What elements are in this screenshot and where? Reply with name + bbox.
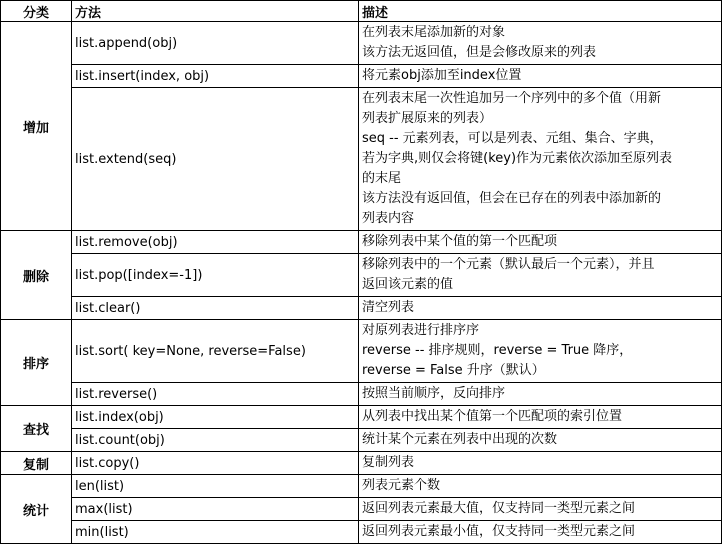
table-row (1, 65, 722, 88)
description-cell (359, 452, 722, 475)
method-cell: list.extend(seq) (72, 88, 359, 231)
header-category: 分类 (1, 1, 72, 22)
header-method: 方法 (72, 1, 359, 22)
description-line: 统计某个元素在列表中出现的次数 (362, 432, 558, 447)
method-cell: min(list) (72, 521, 359, 544)
description-cell (359, 498, 722, 521)
description-cell (359, 383, 722, 406)
method-cell: list.insert(index, obj) (72, 65, 359, 88)
description-cell (359, 22, 722, 65)
table-row (1, 22, 722, 65)
description-line: seq -- 元素列表，可以是列表、元组、集合、字典， (362, 131, 663, 146)
table-row (1, 383, 722, 406)
description-line: reverse = False 升序（默认） (362, 363, 545, 378)
category-sort: 排序 (1, 320, 72, 406)
method-cell: list.count(obj) (72, 429, 359, 452)
table-row (1, 475, 722, 498)
header-description: 描述 (359, 1, 722, 22)
description-line: 清空列表 (362, 300, 415, 315)
description-line: reverse -- 排序规则，reverse = True 降序， (362, 343, 633, 358)
method-cell: list.copy() (72, 452, 359, 475)
method-cell: list.clear() (72, 297, 359, 320)
method-cell: list.append(obj) (72, 22, 359, 65)
table-row (1, 429, 722, 452)
description-line: 的末尾 (362, 171, 402, 186)
category-delete: 删除 (1, 231, 72, 320)
description-line: 在列表末尾添加新的对象 (362, 25, 506, 40)
description-line: 按照当前顺序，反向排序 (362, 386, 506, 401)
category-find: 查找 (1, 406, 72, 452)
description-line: 移除列表中某个值的第一个匹配项 (362, 234, 558, 249)
method-cell: list.sort( key=None, reverse=False) (72, 320, 359, 383)
description-line: 返回列表元素最小值，仅支持同一类型元素之间 (362, 524, 636, 539)
method-cell: len(list) (72, 475, 359, 498)
description-line: 在列表末尾一次性追加另一个序列中的多个值（用新 (362, 91, 662, 106)
description-line: 对原列表进行排序序 (362, 323, 480, 338)
header-row (1, 1, 722, 22)
table-row (1, 406, 722, 429)
description-line: 移除列表中的一个元素（默认最后一个元素），并且 (362, 257, 655, 272)
description-cell (359, 521, 722, 544)
table-row (1, 254, 722, 297)
category-add: 增加 (1, 22, 72, 231)
description-line: 列表扩展原来的列表） (362, 111, 493, 126)
description-line: 列表元素个数 (362, 478, 441, 493)
method-cell: list.remove(obj) (72, 231, 359, 254)
table-row (1, 452, 722, 475)
table-row (1, 88, 722, 231)
description-line: 将元素obj添加至index位置 (362, 68, 522, 83)
description-cell (359, 65, 722, 88)
description-cell (359, 475, 722, 498)
table-row (1, 297, 722, 320)
method-cell: list.index(obj) (72, 406, 359, 429)
table-row (1, 320, 722, 383)
description-cell (359, 429, 722, 452)
category-copy: 复制 (1, 452, 72, 475)
description-cell (359, 297, 722, 320)
description-line: 若为字典,则仅会将键(key)作为元素依次添加至原列表 (362, 151, 673, 166)
table-row (1, 231, 722, 254)
description-line: 返回该元素的值 (362, 277, 454, 292)
description-line: 从列表中找出某个值第一个匹配项的索引位置 (362, 409, 623, 424)
description-line: 列表内容 (362, 211, 415, 226)
description-line: 该方法没有返回值，但会在已存在的列表中添加新的 (362, 191, 662, 206)
method-cell: list.reverse() (72, 383, 359, 406)
description-line: 复制列表 (362, 455, 415, 470)
category-stats: 统计 (1, 475, 72, 544)
description-cell (359, 88, 722, 231)
description-cell (359, 406, 722, 429)
description-cell (359, 254, 722, 297)
description-cell (359, 231, 722, 254)
method-cell: max(list) (72, 498, 359, 521)
table-row (1, 498, 722, 521)
table-row (1, 521, 722, 544)
description-line: 返回列表元素最大值，仅支持同一类型元素之间 (362, 501, 636, 516)
description-line: 该方法无返回值，但是会修改原来的列表 (362, 45, 597, 60)
method-cell: list.pop([index=-1]) (72, 254, 359, 297)
description-cell (359, 320, 722, 383)
